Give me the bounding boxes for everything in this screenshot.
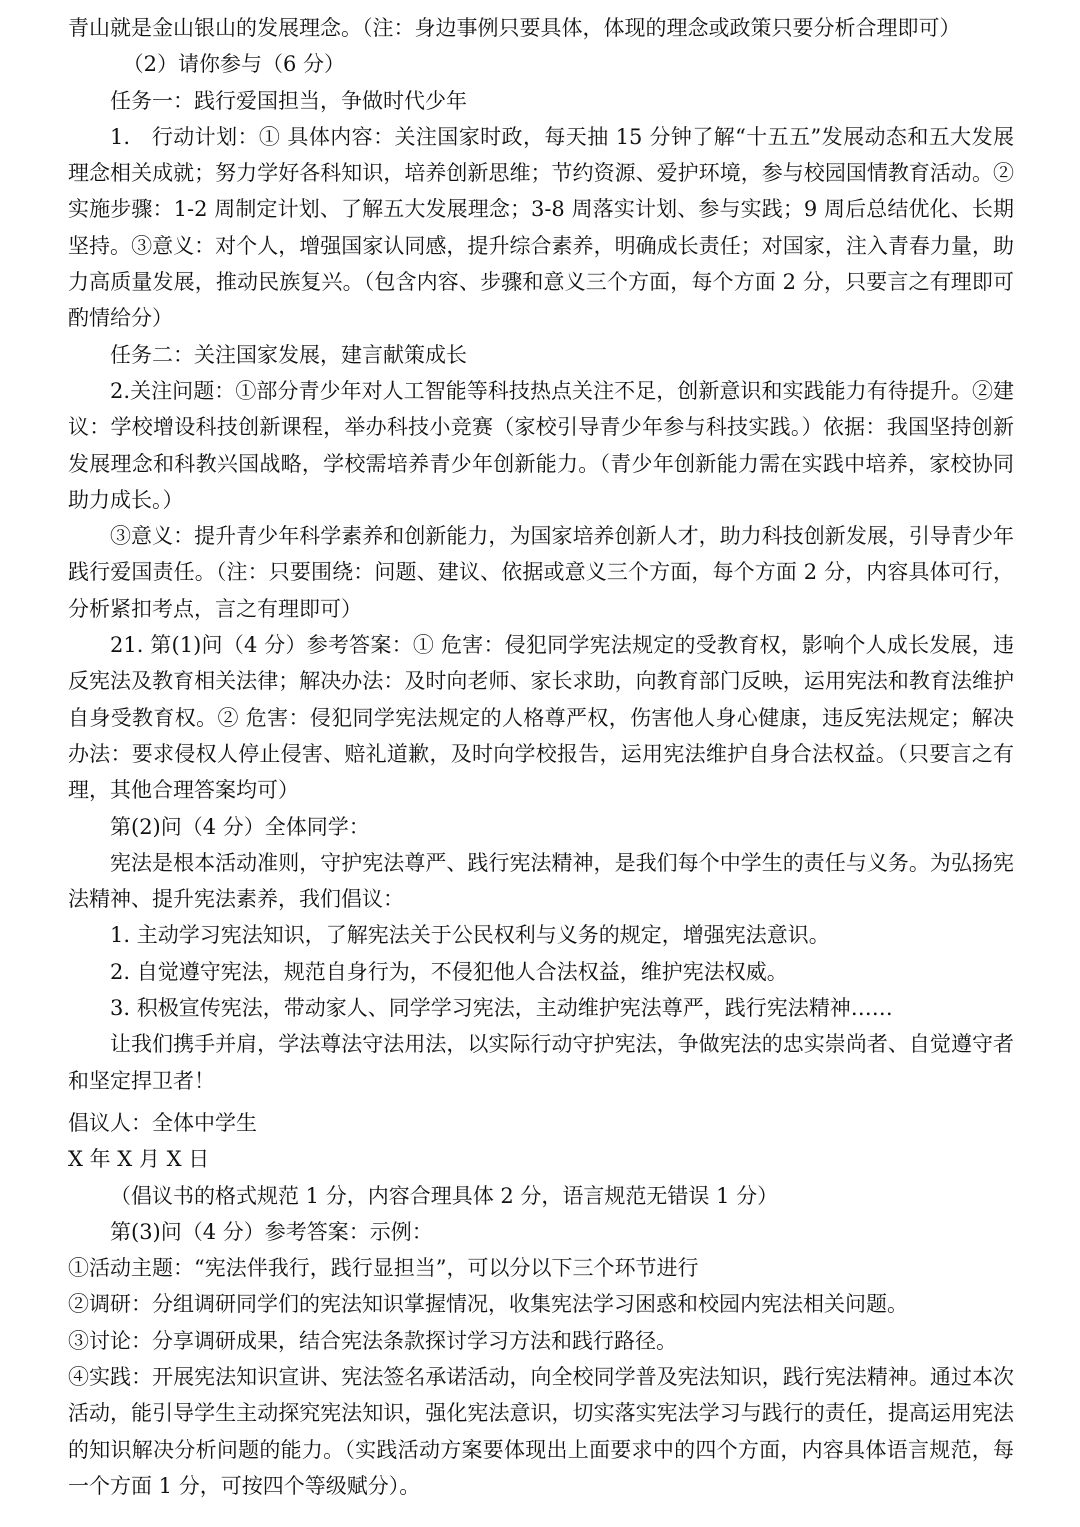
paragraph-q21-part2-greeting: 第(2)问（4 分）全体同学： [110,814,370,839]
heading-task-two: 任务二：关注国家发展，建言献策成长 [110,342,467,367]
paragraph-q21-part3: 第(3)问（4 分）参考答案：示例： [110,1219,433,1244]
proposal-item-1: 1. 主动学习宪法知识，了解宪法关于公民权利与义务的规定，增强宪法意识。 [110,923,830,948]
paragraph-green-mountains: 青山就是金山银山的发展理念。（注：身边事例只要具体，体现的理念或政策只要分析合理即可） [68,16,961,40]
heading-task-one: 任务一：践行爱国担当，争做时代少年 [110,88,467,113]
paragraph-focus-issue: 2.关注问题：①部分青少年对人工智能等科技热点关注不足，创新意识和实践能力有待提升。②建议：学校增设科技创新课程，举办科技小竞赛（家校引导青少年参与科技实践。）依据：我国坚持创新发展理念和科教兴国战略，学校需培养青少年创新能力。（青少年创新能力需在实践中培养，家校协同助力成长。） [68,378,1014,512]
activity-research: ②调研：分组调研同学们的宪法知识掌握情况，收集宪法学习困惑和校园内宪法相关问题。 [68,1292,908,1317]
proposal-item-3: 3. 积极宣传宪法，带动家人、同学学习宪法，主动维护宪法尊严，践行宪法精神…… [110,996,893,1021]
proposal-item-2: 2. 自觉遵守宪法，规范自身行为，不侵犯他人合法权益，维护宪法权威。 [110,959,788,984]
proposal-signer: 倡议人：全体中学生 [68,1110,257,1135]
proposal-date: X 年 X 月 X 日 [68,1147,210,1172]
paragraph-action-plan: 1. 行动计划：① 具体内容：关注国家时政，每天抽 15 分钟了解“十五五”发展动态和五大发展理念相关成就；努力学好各科知识，培养创新思维；节约资源、爱护环境，参与校园国情教育活动。② 实施步骤：1-2 周制定计划、了解五大发展理念；3-8 周落实计划、参与实践；9 周后总结优化、长期坚持。③意义：对个人，增强国家认同感，提升综合素养，明确成长责任；对国家，注入青春力量，助力高质量发展，推动民族复兴。（包含内容、步骤和意义三个方面，每个方面 2 分，只要言之有理即可酌情给分） [68,124,1014,331]
paragraph-proposal-closing: 让我们携手并肩，学法尊法守法用法，以实际行动守护宪法，争做宪法的忠实崇尚者、自觉遵守者和坚定捍卫者！ [68,1032,1014,1093]
activity-theme: ①活动主题：“宪法伴我行，践行显担当”，可以分以下三个环节进行 [68,1256,699,1281]
heading-participate: （2）请你参与（6 分） [122,52,345,77]
paragraph-significance: ③意义：提升青少年科学素养和创新能力，为国家培养创新人才，助力科技创新发展，引导青少年践行爱国责任。（注：只要围绕：问题、建议、依据或意义三个方面，每个方面 2 分，内容具体可行，分析紧扣考点，言之有理即可） [68,524,1014,621]
paragraph-scoring-note: （倡议书的格式规范 1 分，内容合理具体 2 分，语言规范无错误 1 分） [110,1183,779,1208]
answer-document [68,10,1014,1504]
activity-practice: ④实践：开展宪法知识宣讲、宪法签名承诺活动，向全校同学普及宪法知识，践行宪法精神。通过本次活动，能引导学生主动探究宪法知识，强化宪法意识，切实落实宪法学习与践行的责任，提高运用宪法的知识解决分析问题的能力。（实践活动方案要体现出上面要求中的四个方面，内容具体语言规范，每一个方面 1 分，可按四个等级赋分）。 [68,1364,1014,1498]
paragraph-q21-part1: 21. 第(1)问（4 分）参考答案：① 危害：侵犯同学宪法规定的受教育权，影响个人成长发展，违反宪法及教育相关法律；解决办法：及时向老师、家长求助，向教育部门反映，运用宪法和教育法维护自身受教育权。② 危害：侵犯同学宪法规定的人格尊严权，伤害他人身心健康，违反宪法规定；解决办法：要求侵权人停止侵害、赔礼道歉，及时向学校报告，运用宪法维护自身合法权益。（只要言之有理，其他合理答案均可） [68,633,1014,803]
paragraph-proposal-intro: 宪法是根本活动准则，守护宪法尊严、践行宪法精神，是我们每个中学生的责任与义务。为弘扬宪法精神、提升宪法素养，我们倡议： [68,850,1014,912]
activity-discussion: ③讨论：分享调研成果，结合宪法条款探讨学习方法和践行路径。 [68,1328,677,1353]
